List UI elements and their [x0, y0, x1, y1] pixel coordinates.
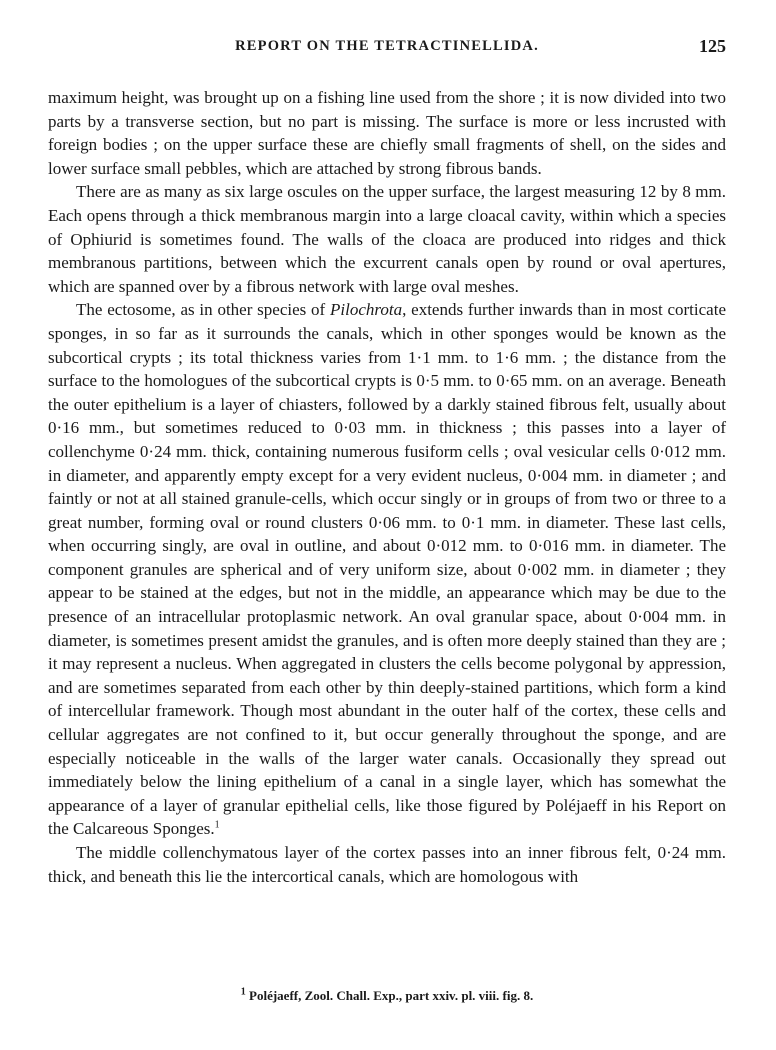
paragraph-3-start: The ectosome, as in other species of: [76, 300, 331, 320]
footnote: [48, 988, 726, 1004]
paragraph-3-rest: , extends further inwards than in most corticate sponges, in so far as it surrounds the canals, which in other sponges would be known as the subcortical crypts ; its total thickness varies from 1·1 mm. to 1·6 mm. ; the distance from the surface to the homologues of the subcortical crypts is 0·5 mm. to 0·65 mm. on an average. Beneath the outer epithelium is a layer of chiasters, followed by a darkly stained fibrous felt, usually about 0·16 mm., but sometimes reduced to 0·03 mm. in thickness ; this passes into a layer of collenchyme 0·24 mm. thick, containing numerous fusiform cells ; oval vesicular cells 0·012 mm. in diameter, and apparently empty except for a very evident nucleus, 0·004 mm. in diameter ; and faintly or not at all stained granule-cells, which occur singly or in groups of from two or three to a great number, forming oval or round clusters 0·06 mm. to 0·1 mm. in diameter. These last cells, when occurring singly, are oval in outline, and about 0·012 mm. to 0·016 mm. in diameter. The component granules are spherical and of very uniform size, about 0·002 mm. in diameter ; they appear to be stained at the edges, but not in the middle, an appearance which may be due to the presence of an intracellular protoplasmic network. An oval granular space, about 0·004 mm. in diameter, is sometimes present amidst the granules, and is often more deeply stained than they are ; it may represent a nucleus. When aggregated in clusters the cells become polygonal by appression, and are sometimes separated from each other by thin deeply-stained partitions, which form a kind of intercellular framework. Though most abundant in the outer half of the cortex, these cells and cellular aggregates are not confined to it, but occur generally throughout the sponge, and are especially noticeable in the walls of the larger water canals. Occasionally they spread out immediately below the lining epithelium of a canal in a single layer, which has somewhat the appearance of a layer of granular epithelial cells, like those figured by Poléjaeff in his Report on the Calcareous Sponges.: [48, 300, 726, 839]
footnote-text: Poléjaeff, Zool. Chall. Exp., part xxiv. pl. viii. fig. 8.: [245, 988, 534, 1003]
footnote-reference: 1: [214, 819, 220, 831]
paragraph-2: There are as many as six large oscules on the upper surface, the largest measuring 12 by 8 mm. Each opens through a thick membranous margin into a large cloacal cavity, within which a species of Ophiurid is sometimes found. The walls of the cloaca are produced into ridges and thick membranous partitions, between which the excurrent canals open by round or oval apertures, which are spanned over by a fibrous network with large oval meshes.: [48, 182, 726, 296]
paragraph-1: maximum height, was brought up on a fishing line used from the shore ; it is now divided into two parts by a transverse section, but no part is missing. The surface is more or less incrusted with foreign bodies ; on the upper surface these are chiefly small fragments of shell, on the sides and lower surface small pebbles, which are attached by strong fibrous bands.: [48, 88, 726, 178]
running-title: REPORT ON THE TETRACTINELLIDA.: [235, 38, 539, 54]
footnote-marker: 1: [240, 986, 246, 998]
paragraph-4: The middle collenchymatous layer of the cortex passes into an inner fibrous felt, 0·24 mm. thick, and beneath this lie the intercortical canals, which are homologous with: [48, 843, 726, 886]
page-number: 125: [699, 36, 726, 56]
genus-name: Pilochrota: [330, 300, 403, 320]
paragraph-3: [48, 298, 726, 841]
running-head: [48, 38, 726, 62]
body-text: [48, 86, 726, 888]
